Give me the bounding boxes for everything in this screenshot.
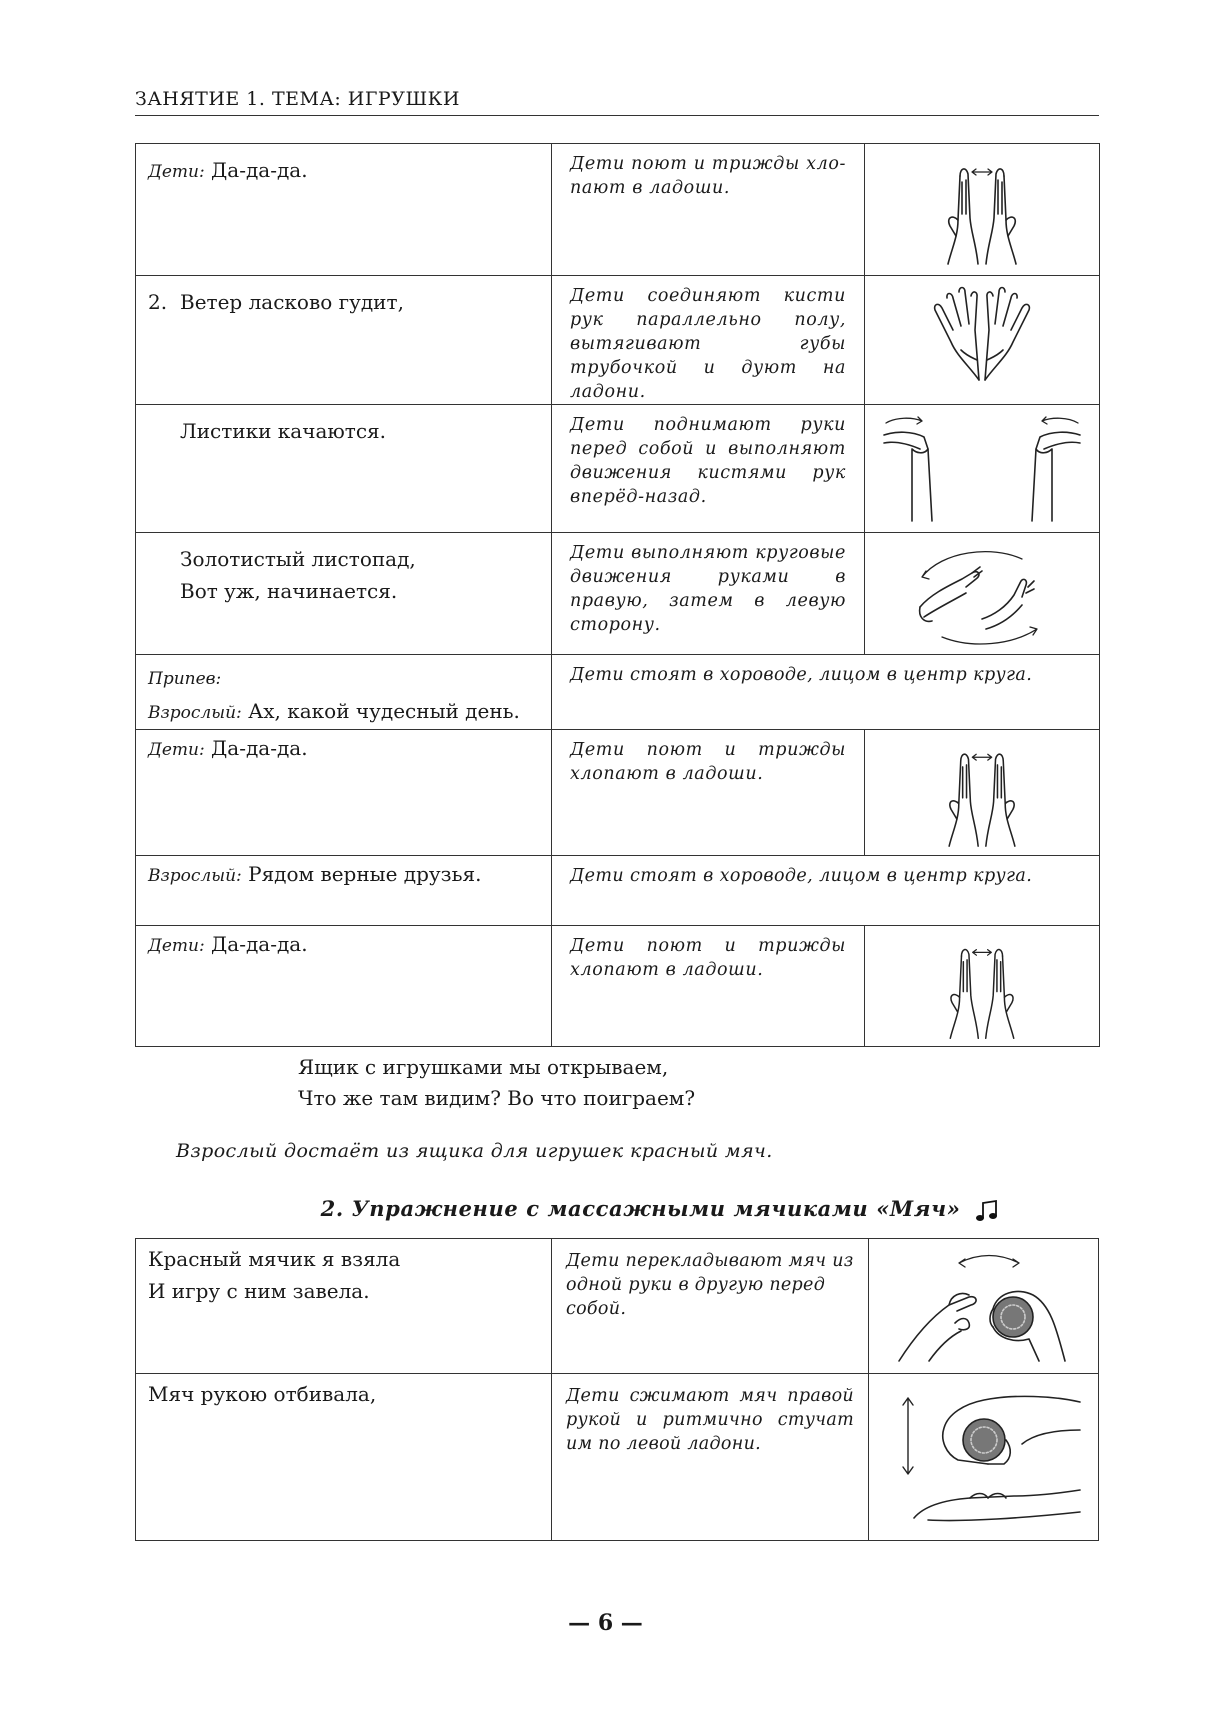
role-label: Взрослый: [148, 703, 242, 723]
role-label: Дети: [148, 162, 205, 182]
lyric-text: Мяч рукою отбивала, [148, 1382, 377, 1406]
lyric-cell [136, 533, 552, 655]
verse-number: 2. [148, 290, 168, 314]
lyric-cell [136, 655, 552, 730]
illustration-cell [865, 405, 1100, 533]
lyric-cell [136, 1374, 552, 1541]
lyric-text: Золотистый листопад, [180, 547, 416, 571]
lyric-cell [136, 144, 552, 276]
table-row [136, 926, 1100, 1047]
header-rule [135, 115, 1099, 116]
role-label: Дети: [148, 740, 205, 760]
action-text: Дети сжимают мяч правой рукой и ритмично стучат им по левой ладони. [566, 1386, 854, 1454]
stage-note: Взрослый достаёт из ящика для игрушек красный мяч. [176, 1140, 773, 1162]
lyric-text: Красный мячик я взяла [148, 1247, 401, 1271]
action-text: Дети выполняют круговые движения руками в правую, затем в левую сторону. [570, 543, 846, 635]
action-text: Дети поют и трижды хлопают в ладоши. [570, 936, 846, 980]
ball-passing-icon [889, 1243, 1079, 1369]
verse [298, 1052, 695, 1114]
lyric-cell [136, 276, 552, 405]
running-head: ЗАНЯТИЕ 1. ТЕМА: ИГРУШКИ [135, 88, 460, 110]
lyric-text: Вот уж, начинается. [180, 579, 398, 603]
table-row [136, 405, 1100, 533]
table-row [136, 276, 1100, 405]
action-text: Дети поют и трижды хлопают в ладоши. [570, 740, 846, 784]
action-cell [552, 856, 1100, 926]
action-cell [552, 1374, 869, 1541]
action-text: Дети перекладывают мяч из одной руки в другую перед собой. [566, 1251, 854, 1319]
action-cell [552, 926, 865, 1047]
clapping-hands-icon [922, 930, 1042, 1042]
action-text: Дети стоят в хороводе, лицом в центр круга. [570, 665, 1033, 685]
lyric-text: Рядом верные друзья. [248, 862, 482, 886]
section-title [0, 1196, 1211, 1224]
illustration-cell [865, 533, 1100, 655]
song-table [135, 143, 1100, 1047]
clapping-hands-icon [922, 148, 1042, 268]
lyric-text: Ветер ласково гудит, [180, 290, 404, 314]
action-cell [552, 655, 1100, 730]
illustration-cell [869, 1374, 1099, 1541]
role-label: Взрослый: [148, 866, 242, 886]
lyric-cell [136, 856, 552, 926]
verse-line: Что же там видим? Во что поиграем? [298, 1086, 696, 1110]
action-cell [552, 1239, 869, 1374]
ball-tapping-icon [884, 1378, 1084, 1528]
action-text: Дети соединяют кисти рук параллельно полу, вытягивают губы трубочкой и дуют на ладони. [570, 286, 846, 402]
table-row [136, 655, 1100, 730]
action-text: Дети стоят в хороводе, лицом в центр круга. [570, 866, 1033, 886]
action-text: Дети поднимают руки перед собой и выполняют движения кистями рук вперёд-назад. [570, 415, 846, 507]
illustration-cell [865, 276, 1100, 405]
circular-arm-motion-icon [902, 537, 1062, 653]
ball-table [135, 1238, 1099, 1541]
illustration-cell [865, 730, 1100, 856]
action-cell [552, 144, 865, 276]
lyric-cell [136, 405, 552, 533]
action-cell [552, 730, 865, 856]
music-note-icon [974, 1198, 1000, 1224]
illustration-cell [865, 144, 1100, 276]
lyric-text: И игру с ним завела. [148, 1279, 370, 1303]
table-row [136, 730, 1100, 856]
action-cell [552, 405, 865, 533]
illustration-cell [869, 1239, 1099, 1374]
table-row [136, 533, 1100, 655]
lyric-text: Ах, какой чудесный день. [248, 699, 520, 723]
lyric-text: Да-да-да. [211, 736, 308, 760]
section-title-text: 2. Упражнение с массажными мячиками «Мяч» [320, 1196, 961, 1221]
page-number: — 6 — [568, 1610, 643, 1636]
table-row [136, 856, 1100, 926]
lyric-text: Да-да-да. [211, 158, 308, 182]
role-label: Дети: [148, 936, 205, 956]
lyric-text: Листики качаются. [180, 419, 387, 443]
table-row [136, 144, 1100, 276]
lyric-cell [136, 926, 552, 1047]
cupped-palms-icon [917, 280, 1047, 392]
lyric-cell [136, 1239, 552, 1374]
verse-line: Ящик с игрушками мы открываем, [298, 1055, 669, 1079]
illustration-cell [865, 926, 1100, 1047]
table-row [136, 1374, 1099, 1541]
action-text: Дети поют и трижды хло-пают в ладоши. [570, 154, 846, 198]
table-row [136, 1239, 1099, 1374]
lyric-cell [136, 730, 552, 856]
action-cell [552, 276, 865, 405]
role-label: Припев: [148, 669, 222, 689]
clapping-hands-icon [922, 734, 1042, 850]
waving-wrists-icon [872, 409, 1092, 529]
action-cell [552, 533, 865, 655]
lyric-text: Да-да-да. [211, 932, 308, 956]
